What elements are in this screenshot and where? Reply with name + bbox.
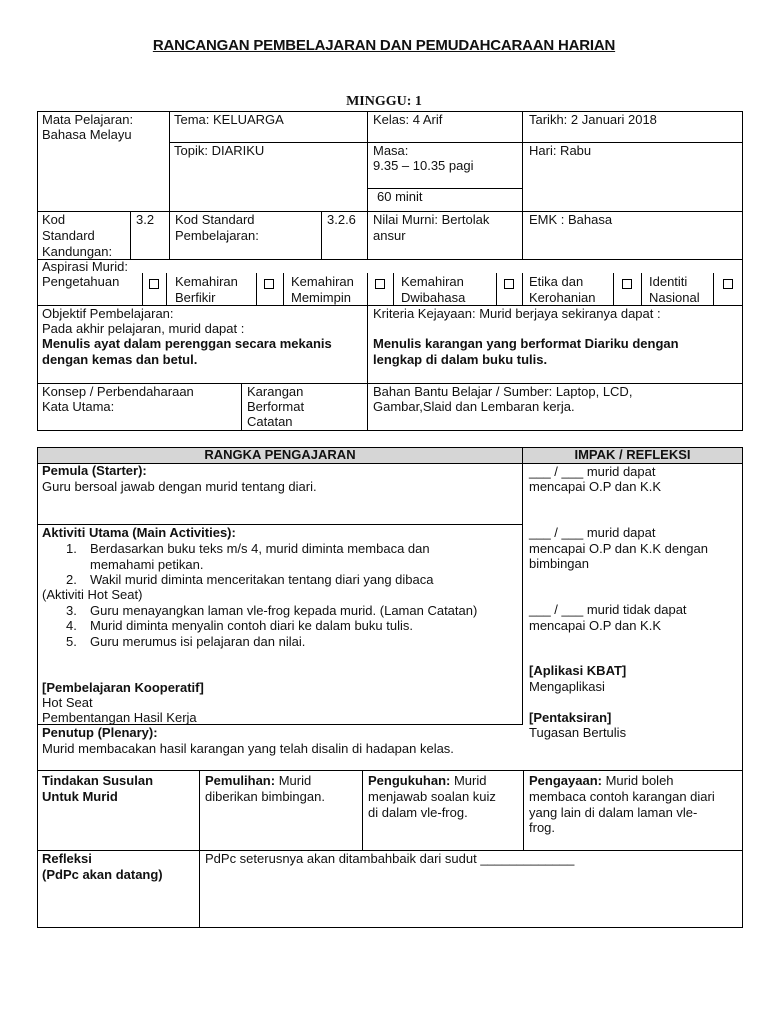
impact-guided-line: mencapai O.P dan K.K dengan bbox=[529, 541, 708, 556]
emk: EMK : Bahasa bbox=[529, 212, 613, 227]
reinforcement-line: menjawab soalan kuiz bbox=[368, 789, 496, 804]
reflection-label-line: (PdPc akan datang) bbox=[42, 867, 163, 882]
remedial-title: Pemulihan: bbox=[205, 773, 276, 788]
assessment-value: Tugasan Bertulis bbox=[529, 725, 627, 740]
starter-text: Guru bersoal jawab dengan murid tentang diari. bbox=[42, 479, 317, 494]
list-item: Wakil murid diminta menceritakan tentang diari yang dibaca bbox=[90, 572, 434, 587]
remedial-line: diberikan bimbingan. bbox=[205, 789, 325, 804]
plenary-title: Penutup (Plenary): bbox=[42, 725, 158, 740]
enrichment-line: Murid boleh bbox=[601, 773, 674, 788]
theme: Tema: KELUARGA bbox=[174, 112, 284, 127]
plenary-text: Murid membacakan hasil karangan yang telah disalin di hadapan kelas. bbox=[42, 741, 454, 756]
objective-text-line: dengan kemas dan betul. bbox=[42, 352, 198, 367]
list-item: Berdasarkan buku teks m/s 4, murid diminta membaca dan bbox=[90, 541, 430, 556]
reinforcement-line: di dalam vle-frog. bbox=[368, 805, 468, 820]
enrichment-title: Pengayaan: bbox=[529, 773, 602, 788]
enrichment-line: yang lain di dalam laman vle- bbox=[529, 805, 698, 820]
cooperative-title: [Pembelajaran Kooperatif] bbox=[42, 680, 204, 695]
impact-not-achieved: ___ / ___ murid tidak dapat bbox=[529, 602, 687, 617]
criteria-text: Menulis karangan yang berformat Diariku dengan bbox=[373, 336, 679, 351]
moral-values: Nilai Murni: Bertolak bbox=[373, 212, 490, 227]
checkbox-leadership[interactable] bbox=[375, 279, 385, 289]
plan-header-left: RANGKA PENGAJARAN bbox=[204, 447, 356, 462]
objective-text: Menulis ayat dalam perenggan secara mekanis bbox=[42, 336, 332, 351]
content-standard-code: 3.2 bbox=[136, 212, 155, 227]
learning-standard-code: 3.2.6 bbox=[327, 212, 356, 227]
remedial-line: Murid bbox=[275, 773, 312, 788]
list-item: (Aktiviti Hot Seat) bbox=[42, 587, 143, 602]
criteria-label: Kriteria Kejayaan: Murid berjaya sekiranya dapat : bbox=[373, 306, 661, 321]
impact-guided: ___ / ___ murid dapat bbox=[529, 525, 656, 540]
enrichment-text bbox=[529, 773, 674, 789]
list-item: Murid diminta menyalin contoh diari ke dalam buku tulis. bbox=[90, 618, 413, 633]
time-value: 9.35 – 10.35 pagi bbox=[373, 158, 474, 173]
concept-value-line: Berformat bbox=[247, 399, 305, 414]
aspirations-label: Aspirasi Murid: bbox=[42, 259, 128, 274]
checkbox-bilingual[interactable] bbox=[504, 279, 514, 289]
aspiration-ethics-line: Kerohanian bbox=[529, 290, 596, 305]
objective-label: Objektif Pembelajaran: bbox=[42, 306, 174, 321]
reflection-text: PdPc seterusnya akan ditambahbaik dari sudut _____________ bbox=[205, 851, 575, 866]
list-item-number: 3. bbox=[66, 603, 77, 618]
topic: Topik: DIARIKU bbox=[174, 143, 265, 158]
week-label: MINGGU: 1 bbox=[346, 94, 422, 109]
main-title: Aktiviti Utama (Main Activities): bbox=[42, 525, 236, 540]
aspiration-thinking-line: Berfikir bbox=[175, 290, 216, 305]
page-title: RANCANGAN PEMBELAJARAN DAN PEMUDAHCARAAN HARIAN bbox=[152, 37, 616, 54]
date: Tarikh: 2 Januari 2018 bbox=[529, 112, 657, 127]
impact-achieved: ___ / ___ murid dapat bbox=[529, 464, 656, 479]
list-item-number: 2. bbox=[66, 572, 77, 587]
learning-standard-label-line: Pembelajaran: bbox=[175, 228, 259, 243]
reinforcement-line: Murid bbox=[450, 773, 487, 788]
aspiration-leadership-line: Memimpin bbox=[291, 290, 351, 305]
cooperative-item: Hot Seat bbox=[42, 695, 93, 710]
subject-label: Mata Pelajaran: bbox=[42, 112, 134, 127]
kbat-title: [Aplikasi KBAT] bbox=[529, 663, 627, 678]
enrichment-line: frog. bbox=[529, 820, 556, 835]
impact-guided-line: bimbingan bbox=[529, 556, 589, 571]
aspiration-bilingual: Kemahiran bbox=[401, 274, 464, 289]
criteria-text-line: lengkap di dalam buku tulis. bbox=[373, 352, 548, 367]
starter-title: Pemula (Starter): bbox=[42, 463, 147, 478]
subject-value: Bahasa Melayu bbox=[42, 127, 132, 142]
enrichment-line: membaca contoh karangan diari bbox=[529, 789, 715, 804]
day: Hari: Rabu bbox=[529, 143, 592, 158]
time-label: Masa: bbox=[373, 143, 409, 158]
kbat-value: Mengaplikasi bbox=[529, 679, 605, 694]
reinforcement-text bbox=[368, 773, 486, 789]
aspiration-thinking: Kemahiran bbox=[175, 274, 238, 289]
checkbox-knowledge[interactable] bbox=[149, 279, 159, 289]
checkbox-identity[interactable] bbox=[723, 279, 733, 289]
impact-achieved-line: mencapai O.P dan K.K bbox=[529, 479, 662, 494]
followup-label: Tindakan Susulan bbox=[42, 773, 154, 788]
aspiration-knowledge: Pengetahuan bbox=[42, 274, 120, 289]
content-standard-label: Kod bbox=[42, 212, 66, 227]
assessment-title: [Pentaksiran] bbox=[529, 710, 612, 725]
content-standard-label-line: Kandungan: bbox=[42, 244, 113, 259]
aspiration-identity-line: Nasional bbox=[649, 290, 700, 305]
duration: 60 minit bbox=[377, 189, 423, 204]
concept-value-line: Catatan bbox=[247, 414, 293, 429]
materials-line: Gambar,Slaid dan Lembaran kerja. bbox=[373, 399, 575, 414]
list-item: Guru merumus isi pelajaran dan nilai. bbox=[90, 634, 306, 649]
reinforcement-title: Pengukuhan: bbox=[368, 773, 451, 788]
plan-header-right: IMPAK / REFLEKSI bbox=[574, 447, 691, 462]
class: Kelas: 4 Arif bbox=[373, 112, 443, 127]
concept-label: Konsep / Perbendaharaan bbox=[42, 384, 194, 399]
aspiration-ethics: Etika dan bbox=[529, 274, 584, 289]
remedial-text bbox=[205, 773, 311, 789]
aspiration-identity: Identiti bbox=[649, 274, 688, 289]
impact-not-achieved-line: mencapai O.P dan K.K bbox=[529, 618, 662, 633]
list-item-number: 1. bbox=[66, 541, 77, 556]
content-standard-label-line: Standard bbox=[42, 228, 95, 243]
aspiration-bilingual-line: Dwibahasa bbox=[401, 290, 466, 305]
followup-label-line: Untuk Murid bbox=[42, 789, 118, 804]
list-item: Guru menayangkan laman vle-frog kepada murid. (Laman Catatan) bbox=[90, 603, 478, 618]
concept-value: Karangan bbox=[247, 384, 304, 399]
list-item-number: 5. bbox=[66, 634, 77, 649]
checkbox-ethics[interactable] bbox=[622, 279, 632, 289]
reflection-label: Refleksi bbox=[42, 851, 92, 866]
concept-label-line: Kata Utama: bbox=[42, 399, 115, 414]
list-item-number: 4. bbox=[66, 618, 77, 633]
objective-intro: Pada akhir pelajaran, murid dapat : bbox=[42, 321, 245, 336]
checkbox-thinking[interactable] bbox=[264, 279, 274, 289]
cooperative-item: Pembentangan Hasil Kerja bbox=[42, 710, 197, 725]
learning-standard-label: Kod Standard bbox=[175, 212, 255, 227]
materials: Bahan Bantu Belajar / Sumber: Laptop, LCD, bbox=[373, 384, 633, 399]
moral-values-line: ansur bbox=[373, 228, 406, 243]
aspiration-leadership: Kemahiran bbox=[291, 274, 354, 289]
list-item: memahami petikan. bbox=[90, 557, 204, 572]
